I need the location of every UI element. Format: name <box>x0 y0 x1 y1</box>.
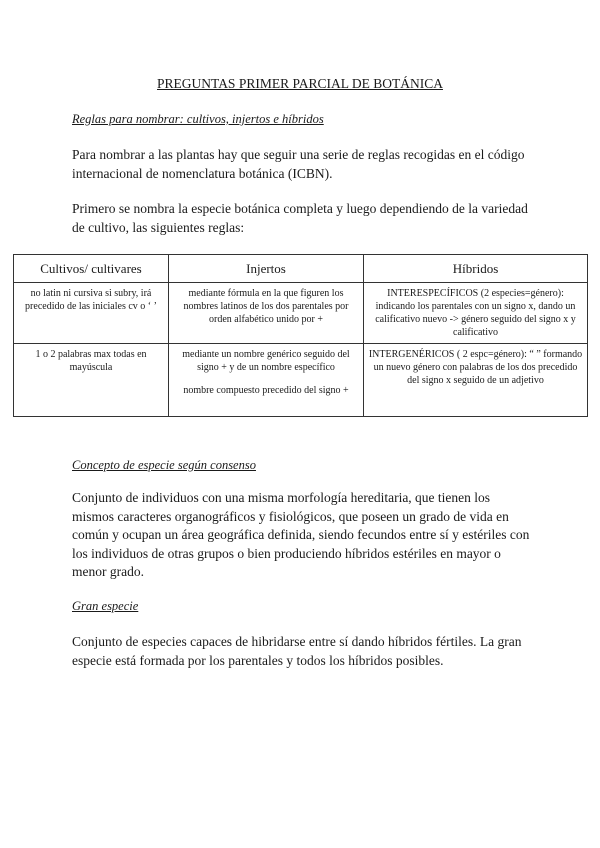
table-row <box>14 283 588 344</box>
cell-hibridos-1: INTERESPECÍFICOS (2 especies=género): indicando los parentales con un signo x, dando un calificativo nuevo -> género seguido del signo x y calificativo <box>364 283 588 344</box>
cell-cultivos-1: no latin ni cursiva si subry, irá precedido de las iniciales cv o ‘ ’ <box>14 283 169 344</box>
cell-injertos-2-text-b: nombre compuesto precedido del signo + <box>183 385 349 396</box>
header-injertos: Injertos <box>169 255 364 283</box>
paragraph-species-concept: Conjunto de individuos con una misma morfología hereditaria, que tienen los mismos caracteres organográficos y fisiológicos, que poseen un grado de vida en común y ocupan un área geográfica definida, siendo fecundos entre sí y estériles con los individuos de otras grupos o bien produciendo híbridos estériles en mayor o menor grado. <box>72 490 530 579</box>
page-title: PREGUNTAS PRIMER PARCIAL DE BOTÁNICA <box>157 76 443 91</box>
header-hibridos: Híbridos <box>364 255 588 283</box>
cell-hibridos-2: INTERGENÉRICOS ( 2 espc=género): “ ” formando un nuevo género con palabras de los dos precedido del signo x seguido de un adjetivo <box>364 344 588 417</box>
cell-injertos-2 <box>169 344 364 417</box>
paragraph-naming-intro: Para nombrar a las plantas hay que seguir una serie de reglas recogidas en el código internacional de nomenclatura botánica (ICBN). <box>72 147 525 181</box>
section-heading-species-concept: Concepto de especie según consenso <box>72 458 256 472</box>
section-heading-gran-especie: Gran especie <box>72 599 139 613</box>
section-heading-naming-rules: Reglas para nombrar: cultivos, injertos e híbridos <box>72 112 324 126</box>
naming-rules-table <box>13 254 588 417</box>
paragraph-naming-rules: Primero se nombra la especie botánica completa y luego dependiendo de la variedad de cultivo, las siguientes reglas: <box>72 201 528 235</box>
cell-injertos-2-text-a: mediante un nombre genérico seguido del signo + y de un nombre específico <box>182 349 350 373</box>
paragraph-gran-especie: Conjunto de especies capaces de hibridarse entre sí dando híbridos fértiles. La gran especie está formada por los parentales y todos los híbridos posibles. <box>72 634 522 668</box>
cell-cultivos-2: 1 o 2 palabras max todas en mayúscula <box>14 344 169 417</box>
table-header-row <box>14 255 588 283</box>
cell-injertos-1: mediante fórmula en la que figuren los nombres latinos de los dos parentales por orden alfabético unido por + <box>169 283 364 344</box>
table-row <box>14 344 588 417</box>
header-cultivos: Cultivos/ cultivares <box>14 255 169 283</box>
